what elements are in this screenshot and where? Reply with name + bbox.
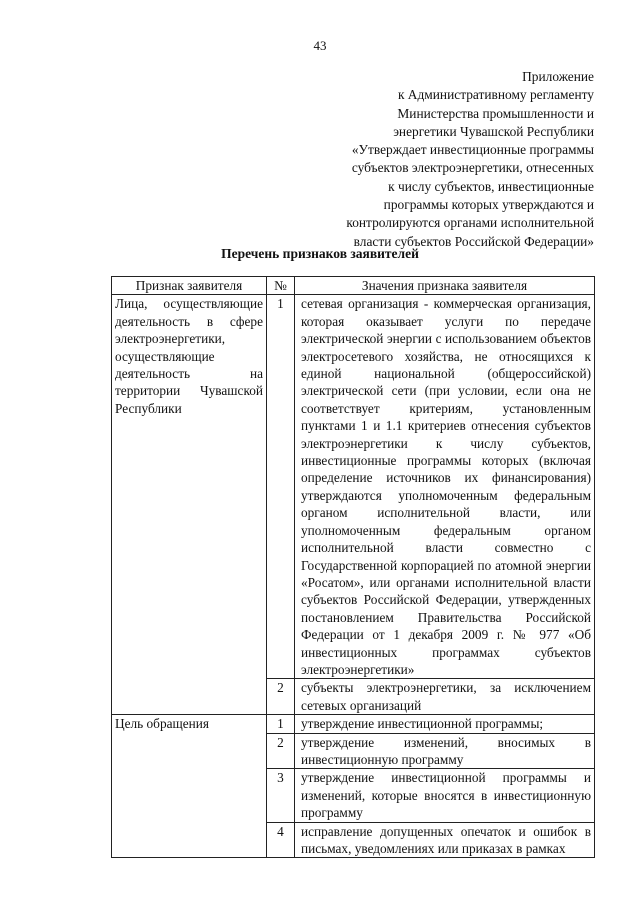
number-cell: 2 [267,733,295,769]
value-cell: утверждение инвестиционной программы и изменений, которые вносятся в инвестиционную программу [295,769,595,822]
appendix-caption [346,68,594,251]
appendix-line: программы которых утверждаются и [383,197,594,213]
appendix-line: «Утверждает инвестиционные программы [351,142,594,158]
value-cell: субъекты электроэнергетики, за исключением сетевых организаций [295,679,595,715]
header-values: Значения признака заявителя [295,277,595,295]
appendix-line: энергетики Чувашской Республики [393,123,594,139]
table-header-row [112,277,595,295]
appendix-line: Приложение [522,69,594,84]
value-cell: утверждение инвестиционной программы; [295,715,595,733]
number-cell: 2 [267,679,295,715]
list-title: Перечень признаков заявителей [221,246,419,261]
table-row [112,295,595,679]
appendix-line: Министерства промышленности и [397,105,594,121]
page-number: 43 [313,38,327,53]
attribute-cell: Лица, осуществляющие деятельность в сфере электроэнергетики, осуществляющие деятельность на территории Чувашской Республики [112,295,267,715]
header-number: № [267,277,295,295]
appendix-line: к числу субъектов, инвестиционные [388,178,594,194]
number-cell: 1 [267,715,295,733]
number-cell: 3 [267,769,295,822]
number-cell: 4 [267,822,295,858]
applicant-attributes-table [111,276,595,858]
value-cell: утверждение изменений, вносимых в инвестиционную программу [295,733,595,769]
number-cell: 1 [267,295,295,679]
appendix-line: к Административному регламенту [397,87,594,103]
appendix-line: контролируются органами исполнительной [346,215,594,231]
value-cell: сетевая организация - коммерческая организация, которая оказывает услуги по передаче электрической энергии с использованием объектов электросетевого хозяйства, не относящихся к единой национальной (общероссийской) электрической сети (при условии, если она не соответствует критериям, установленным пунктами 1 и 1.1 критериев отнесения субъектов электроэнергетики к числу субъектов, инвестиционные программы которых (включая определение источников их финансирования) утверждаются уполномоченным федеральным органом исполнительной власти, или уполномоченным федеральным органом исполнительной власти совместно с Государственной корпорацией по атомной энергии «Росатом», или органами исполнительной власти субъектов Российской Федерации, утвержденных постановлением Правительства Российской Федерации от 1 декабря 2009 г. № 977 «Об инвестиционных программах субъектов электроэнергетики» [295,295,595,679]
appendix-line: субъектов электроэнергетики, отнесенных [351,160,594,176]
header-attribute: Признак заявителя [112,277,267,295]
attribute-cell: Цель обращения [112,715,267,858]
table-row [112,715,595,733]
value-cell: исправление допущенных опечаток и ошибок в письмах, уведомлениях или приказах в рамках [295,822,595,858]
appendix-line: власти субъектов Российской Федерации» [353,233,594,249]
